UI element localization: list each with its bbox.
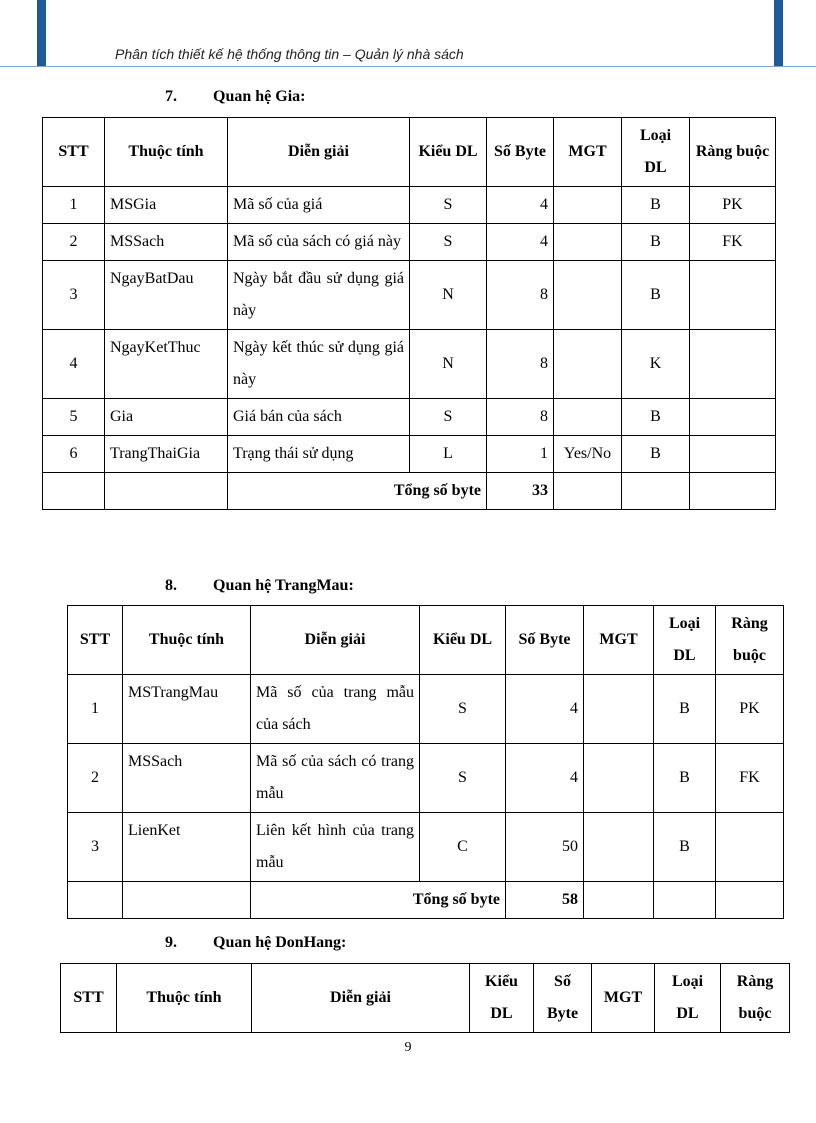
section-heading: Quan hệ DonHang: (213, 934, 347, 951)
table-gia (42, 117, 776, 510)
cell-bytes: 50 (506, 813, 584, 882)
cell-constraint (690, 261, 776, 330)
cell-constraint: PK (690, 187, 776, 224)
section-number: 9. (165, 934, 177, 951)
table-header-row (68, 606, 784, 675)
section-number: 8. (165, 577, 177, 594)
cell-constraint (690, 330, 776, 399)
cell-dl: B (622, 261, 690, 330)
empty-cell (68, 882, 123, 919)
cell-bytes: 8 (487, 399, 554, 436)
cell-stt: 5 (43, 399, 105, 436)
table-row (43, 330, 776, 399)
cell-desc: Ngày bắt đầu sử dụng giá này (228, 261, 410, 330)
cell-bytes: 4 (506, 744, 584, 813)
col-constraint: Ràng buộc (690, 118, 776, 187)
col-description: Diễn giải (252, 964, 470, 1033)
cell-desc: Giá bán của sách (228, 399, 410, 436)
cell-type: S (410, 399, 487, 436)
col-attribute: Thuộc tính (105, 118, 228, 187)
cell-attr: TrangThaiGia (105, 436, 228, 473)
col-type: Kiểu DL (410, 118, 487, 187)
total-label: Tổng số byte (228, 473, 487, 510)
cell-constraint (690, 399, 776, 436)
empty-cell (622, 473, 690, 510)
cell-dl: B (654, 744, 716, 813)
col-dl-type: Loại DL (655, 964, 721, 1033)
cell-attr: MSSach (123, 744, 251, 813)
cell-stt: 2 (68, 744, 123, 813)
col-attribute: Thuộc tính (117, 964, 252, 1033)
cell-desc: Trạng thái sử dụng (228, 436, 410, 473)
header-title: Phân tích thiết kế hệ thống thông tin – Quản lý nhà sách (115, 46, 464, 62)
col-type: Kiểu DL (470, 964, 534, 1033)
empty-cell (554, 473, 622, 510)
cell-dl: B (622, 187, 690, 224)
cell-type: S (410, 224, 487, 261)
cell-desc: Ngày kết thúc sử dụng giá này (228, 330, 410, 399)
cell-attr: LienKet (123, 813, 251, 882)
cell-constraint (690, 436, 776, 473)
cell-bytes: 1 (487, 436, 554, 473)
cell-constraint: FK (690, 224, 776, 261)
cell-bytes: 4 (506, 675, 584, 744)
table-header-row (43, 118, 776, 187)
col-bytes: Số Byte (534, 964, 592, 1033)
cell-bytes: 8 (487, 261, 554, 330)
table-row (68, 813, 784, 882)
total-value: 58 (506, 882, 584, 919)
cell-attr: MSGia (105, 187, 228, 224)
cell-type: L (410, 436, 487, 473)
table-row (43, 224, 776, 261)
cell-constraint: FK (716, 744, 784, 813)
col-stt: STT (43, 118, 105, 187)
cell-mgt (584, 675, 654, 744)
empty-cell (105, 473, 228, 510)
col-type: Kiểu DL (420, 606, 506, 675)
total-row (68, 882, 784, 919)
cell-mgt (554, 224, 622, 261)
cell-desc: Mã số của sách có trang mẫu (251, 744, 420, 813)
cell-type: N (410, 330, 487, 399)
table-row (43, 399, 776, 436)
cell-stt: 2 (43, 224, 105, 261)
empty-cell (123, 882, 251, 919)
col-mgt: MGT (584, 606, 654, 675)
empty-cell (654, 882, 716, 919)
col-dl-type: Loại DL (622, 118, 690, 187)
col-constraint: Ràng buộc (721, 964, 790, 1033)
total-label: Tổng số byte (251, 882, 506, 919)
cell-mgt (584, 813, 654, 882)
cell-mgt (554, 330, 622, 399)
col-description: Diễn giải (251, 606, 420, 675)
cell-stt: 3 (43, 261, 105, 330)
cell-bytes: 4 (487, 224, 554, 261)
section-title-trangmau (165, 577, 354, 595)
table-row (43, 261, 776, 330)
page-number: 9 (404, 1040, 412, 1055)
cell-bytes: 8 (487, 330, 554, 399)
col-mgt: MGT (554, 118, 622, 187)
col-mgt: MGT (592, 964, 655, 1033)
section-heading: Quan hệ Gia: (213, 88, 306, 105)
cell-dl: B (654, 813, 716, 882)
table-row (43, 436, 776, 473)
cell-attr: Gia (105, 399, 228, 436)
cell-stt: 4 (43, 330, 105, 399)
empty-cell (584, 882, 654, 919)
cell-type: S (420, 744, 506, 813)
col-dl-type: Loại DL (654, 606, 716, 675)
col-attribute: Thuộc tính (123, 606, 251, 675)
header-rule (0, 66, 816, 67)
cell-dl: B (622, 399, 690, 436)
cell-desc: Mã số của trang mẫu của sách (251, 675, 420, 744)
cell-mgt (554, 399, 622, 436)
section-title-donhang (165, 934, 346, 952)
table-row (68, 675, 784, 744)
cell-type: N (410, 261, 487, 330)
table-header-row (61, 964, 790, 1033)
cell-stt: 6 (43, 436, 105, 473)
cell-attr: MSTrangMau (123, 675, 251, 744)
cell-dl: B (622, 436, 690, 473)
cell-stt: 3 (68, 813, 123, 882)
cell-stt: 1 (68, 675, 123, 744)
cell-bytes: 4 (487, 187, 554, 224)
cell-stt: 1 (43, 187, 105, 224)
cell-attr: NgayKetThuc (105, 330, 228, 399)
empty-cell (43, 473, 105, 510)
cell-dl: K (622, 330, 690, 399)
cell-desc: Mã số của sách có giá này (228, 224, 410, 261)
cell-type: S (410, 187, 487, 224)
col-stt: STT (61, 964, 117, 1033)
cell-mgt: Yes/No (554, 436, 622, 473)
cell-dl: B (654, 675, 716, 744)
header-bar-right (774, 0, 783, 66)
table-donhang (60, 963, 790, 1033)
table-trangmau (67, 605, 784, 919)
cell-dl: B (622, 224, 690, 261)
cell-desc: Mã số của giá (228, 187, 410, 224)
col-bytes: Số Byte (487, 118, 554, 187)
cell-type: C (420, 813, 506, 882)
cell-mgt (554, 261, 622, 330)
empty-cell (690, 473, 776, 510)
cell-mgt (584, 744, 654, 813)
cell-type: S (420, 675, 506, 744)
section-title-gia (165, 88, 305, 106)
empty-cell (716, 882, 784, 919)
total-value: 33 (487, 473, 554, 510)
cell-attr: MSSach (105, 224, 228, 261)
col-description: Diễn giải (228, 118, 410, 187)
total-row (43, 473, 776, 510)
cell-desc: Liên kết hình của trang mẫu (251, 813, 420, 882)
table-row (68, 744, 784, 813)
col-stt: STT (68, 606, 123, 675)
section-number: 7. (165, 88, 177, 105)
col-constraint: Ràng buộc (716, 606, 784, 675)
col-bytes: Số Byte (506, 606, 584, 675)
section-heading: Quan hệ TrangMau: (213, 577, 354, 594)
cell-constraint (716, 813, 784, 882)
header-bar-left (37, 0, 46, 66)
cell-constraint: PK (716, 675, 784, 744)
table-row (43, 187, 776, 224)
cell-attr: NgayBatDau (105, 261, 228, 330)
cell-mgt (554, 187, 622, 224)
